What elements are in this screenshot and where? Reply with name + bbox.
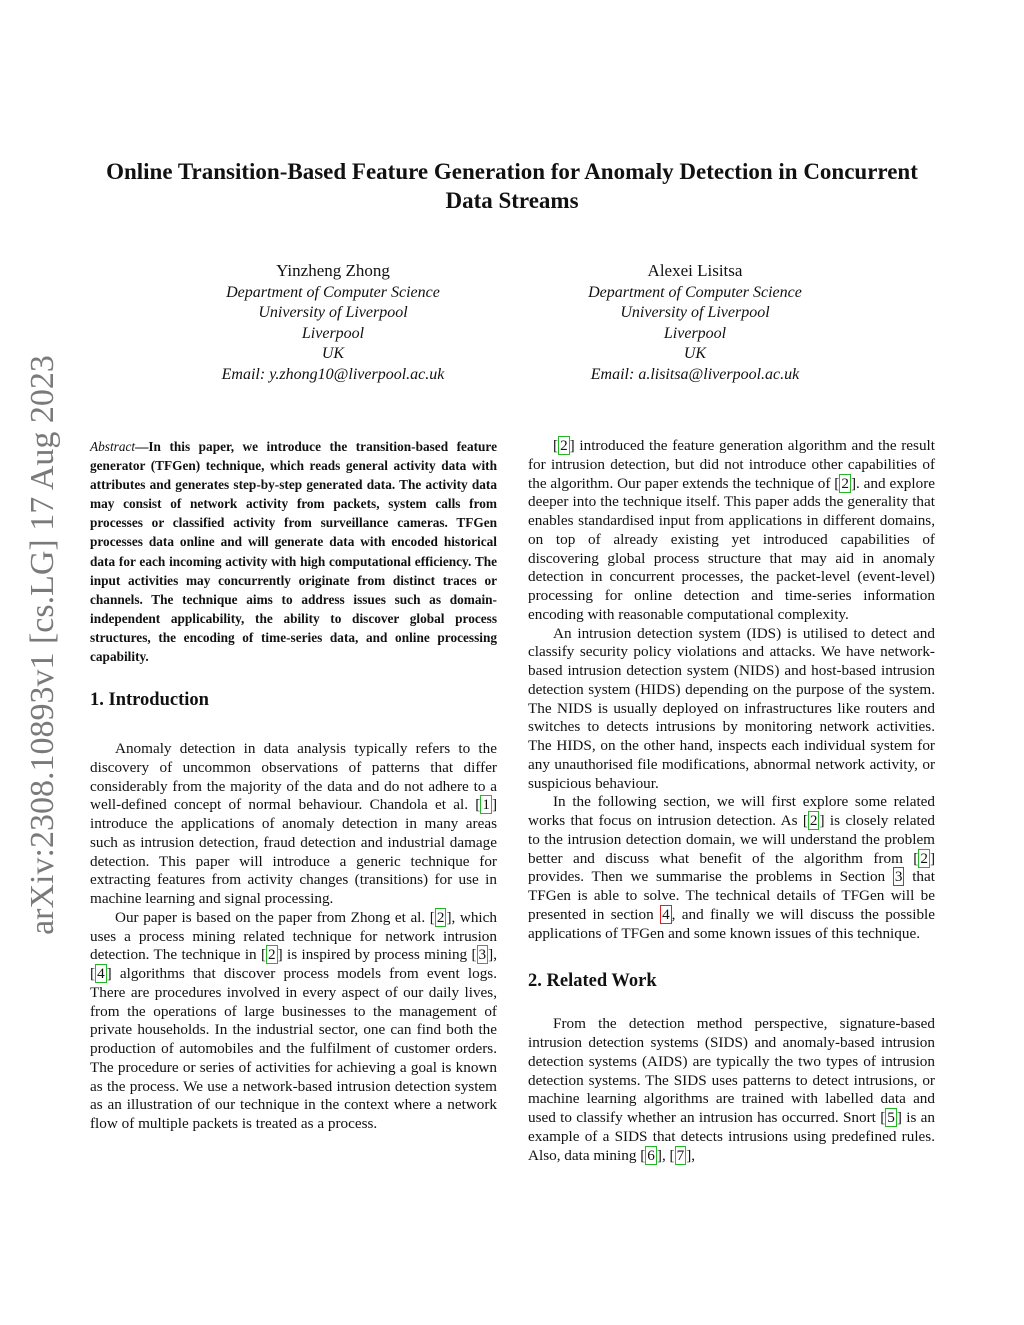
- right-column: [528, 437, 935, 1165]
- citation-link[interactable]: 2: [809, 812, 818, 829]
- author-block-2: [505, 260, 885, 385]
- author-department: Department of Computer Science: [588, 284, 802, 301]
- citation-link[interactable]: 2: [436, 908, 445, 926]
- left-column: [90, 437, 497, 1134]
- citation-link[interactable]: 2: [560, 437, 568, 454]
- author-name: Yinzheng Zhong: [276, 261, 390, 280]
- citation-link[interactable]: 5: [887, 1109, 895, 1126]
- right-paragraph-2: An intrusion detection system (IDS) is utilised to detect and classify security policy violations and attacks. We have network-based intrusion detection system (NIDS) and host-based intrusion detection system (HIDS) depending on the purpose of the system. The NIDS is usually deployed on infrastructures like routers and switches to detects intrusions by monitoring network activities. The HIDS, on the other hand, inspects each individual system for any unauthorised file modifications, abnormal network activity, or suspicious behaviour.: [528, 624, 935, 792]
- right-paragraph-1: [ 2 ] introduced the feature generation algorithm and the result for intrusion detection, but did not introduce other capabilities of the algorithm. Our paper extends the technique of [ 2 ]. and explore deeper into the technique itself. This paper adds the generality that enables standardised input from applications in different domains, on top of already existing yet introduced capabilities of discovering global process structure that may aid in anomaly detection in concurrent processes, the packet-level (event-level) processing for online detection and time-series information encoding with reasonable computational complexity.: [528, 437, 936, 623]
- arxiv-side-stamp: arXiv:2308.10893v1 [cs.LG] 17 Aug 2023: [24, 355, 61, 935]
- abstract: [90, 437, 497, 666]
- abstract-text: In this paper, we introduce the transition-based feature generator (TFGen) technique, which reads general activity data with attributes and generates step-by-step generated data. The activity data may consist of network activity from packets, system calls from processes or classified activity from surveillance cameras. TFGen processes data online and will generate data with encoded historical data for each incoming activity with high computational efficiency. The input activities may concurrently originate from distinct traces or channels. The technique aims to address issues such as domain-independent applicability, the ability to discover global process structures, the encoding of time-series data, and online processing capability.: [90, 439, 497, 665]
- author-university: University of Liverpool: [620, 304, 770, 322]
- author-email: Email: a.lisitsa@liverpool.ac.uk: [590, 365, 800, 383]
- citation-link[interactable]: 6: [647, 1146, 655, 1164]
- right-paragraph-3: In the following section, we will first explore some related works that focus on intrusion detection. As [ 2 ] is closely related to the intrusion detection domain, we will understand the problem better and discuss what benefit of the algorithm from [ 2 ] provides. Then we summarise the problems in Section 3 that TFGen is able to solve. The technical details of TFGen will be presented in section 4 , and finally we will discuss the possible applications of TFGen and some known issues of this technique.: [528, 793, 935, 942]
- author-country: UK: [321, 345, 345, 363]
- intro-paragraph-1: Anomaly detection in data analysis typically refers to the discovery of uncommon observations of patterns that differ considerably from the majority of the data and do not adhere to a well-defined concept of normal behaviour. Chandola et al. [ 1 ] introduce the applications of anomaly detection in many areas such as intrusion detection, fraud detection and industrial damage detection. This paper will introduce a generic technique for extracting features from activity changes (transitions) for use in machine learning and signal processing.: [90, 740, 497, 908]
- citation-link[interactable]: 1: [482, 796, 490, 814]
- section-heading-introduction: 1. Introduction: [90, 690, 209, 711]
- citation-link[interactable]: 4: [97, 965, 105, 983]
- citation-link[interactable]: 3: [478, 946, 487, 964]
- citation-link[interactable]: 2: [268, 946, 276, 964]
- author-country: UK: [683, 345, 707, 363]
- section-heading-related-work: 2. Related Work: [528, 971, 657, 992]
- author-department: Department of Computer Science: [226, 284, 440, 301]
- related-paragraph-1: From the detection method perspective, signature-based intrusion detection systems (SIDS) and anomaly-based intrusion detection systems (AIDS) are typically the two types of intrusion detection systems. The SIDS uses patterns to detect intrusions, or machine learning algorithms are trained with labelled data and used to classify whether an intrusion has occurred. Snort [ 5 ] is an example of a SIDS that detects intrusions using predefined rules. Also, data mining [ 6 ], [ 7 ],: [528, 1015, 935, 1164]
- author-city: Liverpool: [301, 324, 365, 342]
- author-university: University of Liverpool: [258, 304, 408, 322]
- author-block-1: [143, 260, 523, 385]
- abstract-dash: —: [135, 439, 149, 454]
- citation-link[interactable]: 2: [920, 849, 928, 867]
- author-name: Alexei Lisitsa: [647, 261, 743, 280]
- paper-title: Online Transition-Based Feature Generation for Anomaly Detection in Concurrent Data Streams: [106, 159, 918, 213]
- author-email: Email: y.zhong10@liverpool.ac.uk: [221, 365, 445, 383]
- section-ref-link[interactable]: 4: [662, 905, 670, 923]
- citation-link[interactable]: 2: [841, 474, 849, 492]
- citation-link[interactable]: 7: [676, 1146, 685, 1164]
- author-city: Liverpool: [663, 324, 727, 342]
- intro-paragraph-2: Our paper is based on the paper from Zhong et al. [ 2 ], which uses a process mining related technique for network intrusion detection. The technique in [ 2 ] is inspired by process mining [ 3 ], [ 4 ] algorithms that discover process models from event logs. There are procedures involved in every aspect of our daily lives, from the operations of large businesses to the management of private households. In the industrial sector, one can find both the production of automobiles and the fulfilment of customer orders. The procedure or series of activities for achieving a goal is known as the process. We use a network-based intrusion detection system as an illustration of our technique in the context where a network flow of multiple packets is treated as a process.: [90, 908, 497, 1133]
- abstract-label: Abstract: [90, 439, 136, 454]
- section-ref-link[interactable]: 3: [894, 868, 903, 886]
